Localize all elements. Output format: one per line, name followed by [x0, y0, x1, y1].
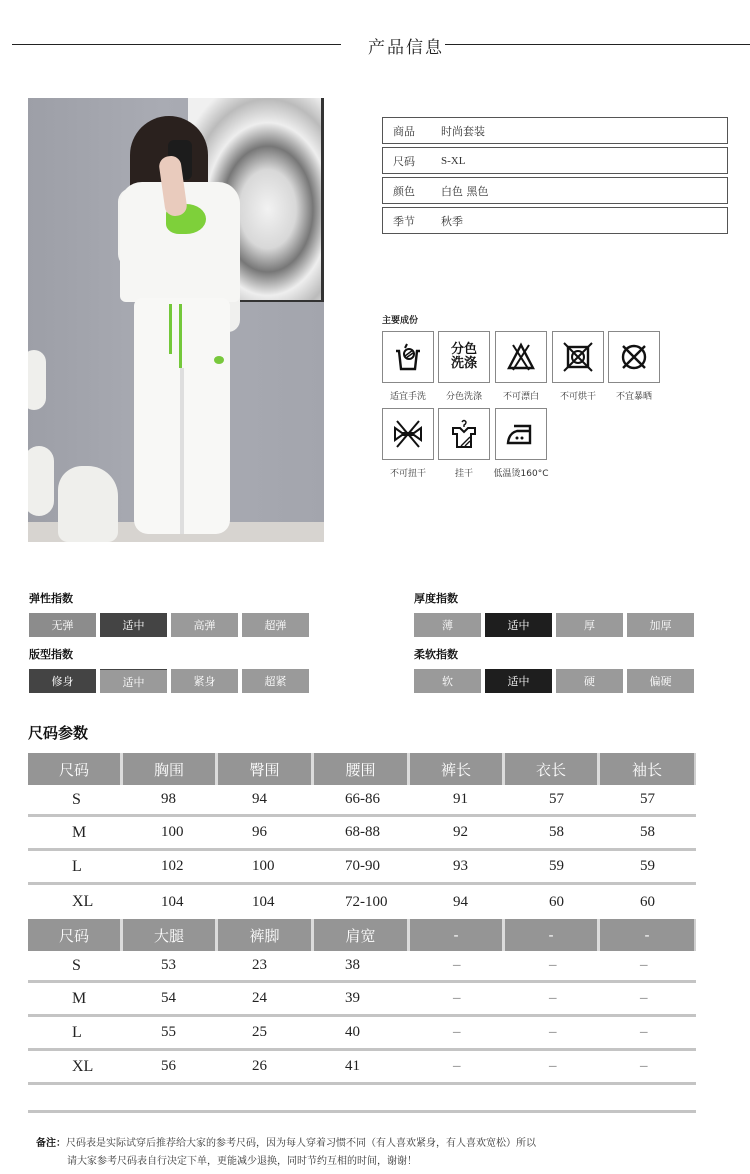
table-row: M 100 96 68-88 92 58 58	[28, 817, 696, 851]
table-row: M 54 24 39 – – –	[28, 983, 696, 1017]
info-row-color: 颜色 白色 黑色	[382, 177, 728, 204]
hand-wash-icon	[382, 331, 434, 383]
decor-toy	[28, 346, 118, 542]
note-label: 备注：	[36, 1138, 66, 1149]
no-sun-dry-icon	[608, 331, 660, 383]
softness-option: 软	[414, 669, 481, 693]
table-row: XL 104 104 72-100 94 60 60	[72, 893, 655, 910]
size-chart-table	[28, 753, 696, 1113]
thickness-index-title: 厚度指数	[414, 592, 458, 605]
thickness-option-selected: 适中	[485, 613, 552, 637]
softness-option-selected: 适中	[485, 669, 552, 693]
table-row: S 98 94 66-86 91 57 57	[28, 785, 696, 817]
table-row: L 102 100 70-90 93 59 59	[28, 851, 696, 885]
fit-option-selected: 修身	[29, 669, 96, 693]
fit-index-options	[29, 669, 309, 693]
fit-index-title: 版型指数	[29, 648, 73, 661]
table-header: 尺码 大腿 裤脚 肩宽 - - -	[28, 919, 696, 951]
care-item: 挂干	[438, 408, 490, 479]
care-item: 适宜手洗	[382, 331, 434, 402]
elasticity-option: 无弹	[29, 613, 96, 637]
product-photo	[28, 98, 324, 542]
softness-option: 偏硬	[627, 669, 694, 693]
low-iron-icon	[495, 408, 547, 460]
elasticity-option: 超弹	[242, 613, 309, 637]
size-chart-title: 尺码参数	[28, 724, 89, 742]
thickness-option: 加厚	[627, 613, 694, 637]
elasticity-index-options	[29, 613, 309, 637]
table-divider	[28, 1085, 696, 1113]
care-item: 不宜暴晒	[608, 331, 660, 402]
softness-index-title: 柔软指数	[414, 648, 458, 661]
care-item: 分色 洗涤 分色洗涤	[438, 331, 490, 402]
elasticity-option-selected: 适中	[100, 613, 167, 637]
size-note: 备注：尺码表是实际试穿后推荐给大家的参考尺码，因为每人穿着习惯不同（有人喜欢紧身，有人喜欢宽松）所以 请大家参考尺码表自行决定下单，更能减少退换，同时节约互相的时间，谢谢！	[36, 1138, 536, 1167]
fit-option: 适中	[100, 669, 167, 693]
table-row: L 55 25 40 – – –	[28, 1017, 696, 1051]
elasticity-index-title: 弹性指数	[29, 592, 73, 605]
header-divider-right	[445, 44, 750, 45]
softness-option: 硬	[556, 669, 623, 693]
thickness-index-options	[414, 613, 694, 637]
thickness-option: 薄	[414, 613, 481, 637]
care-item: 不可扭干	[382, 408, 434, 479]
info-row-product: 商品 时尚套装	[382, 117, 728, 144]
no-bleach-icon	[495, 331, 547, 383]
fit-option: 超紧	[242, 669, 309, 693]
table-header: 尺码 胸围 臀围 腰围 裤长 衣长 袖长	[28, 753, 696, 785]
fit-option: 紧身	[171, 669, 238, 693]
table-row: S 53 23 38 – – –	[28, 951, 696, 983]
product-info-table	[382, 117, 728, 237]
no-wring-icon	[382, 408, 434, 460]
page-title: 产品信息	[368, 38, 444, 58]
care-item: 不可漂白	[495, 331, 547, 402]
separate-color-wash-icon: 分色 洗涤	[438, 331, 490, 383]
hang-dry-icon	[438, 408, 490, 460]
table-row: XL 56 26 41 – – –	[28, 1051, 696, 1085]
care-section-title: 主要成份	[382, 316, 419, 326]
no-tumble-dry-icon	[552, 331, 604, 383]
elasticity-option: 高弹	[171, 613, 238, 637]
softness-index-options	[414, 669, 694, 693]
info-row-size: 尺码 S-XL	[382, 147, 728, 174]
care-item: 低温烫160°C	[495, 408, 547, 479]
thickness-option: 厚	[556, 613, 623, 637]
care-item: 不可烘干	[552, 331, 604, 402]
heart-logo	[214, 356, 224, 364]
info-row-season: 季节 秋季	[382, 207, 728, 234]
header-divider-left	[12, 44, 341, 45]
